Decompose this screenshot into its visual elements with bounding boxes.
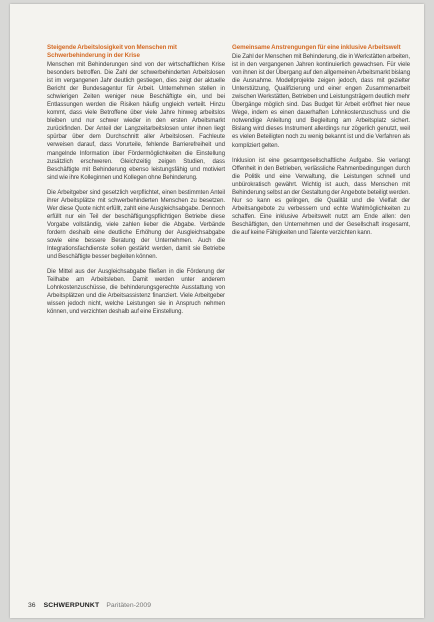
right-paragraph-1: Die Zahl der Menschen mit Behinderung, die in Werkstätten arbeiten, ist in den vergangenen Jahren kontinuierlich gewachsen. Für viele von ihnen ist der Übergang auf den allgemeinen Arbeitsmarkt bislang die Ausnahme. Modellprojekte zeigen jedoch, dass mit gezielter Unterstützung, Qualifizierung und einer engen Zusammenarbeit zwischen Werkstätten, Betrieben und Leistungsträgern deutlich mehr Übergänge möglich sind. Das Budget für Arbeit eröffnet hier neue Wege, indem es einen dauerhaften Lohnkostenzuschuss und die notwendige Anleitung und Begleitung am Arbeitsplatz sichert. Bislang wird dieses Instrument allerdings nur zögerlich genutzt, weil es vielen Beteiligten noch zu wenig bekannt ist und die Verfahren als kompliziert gelten.	[232, 54, 410, 149]
left-paragraph-1: Menschen mit Behinderungen sind von der wirtschaftlichen Krise besonders betroffen. Die Zahl der schwerbehinderten Arbeitslosen ist im vergangenen Jahr deutlich gestiegen, dies zeigt der aktuelle Bericht der Bundesagentur für Arbeit. Unternehmen stellen in schwierigen Zeiten weniger neue Beschäftigte ein, und bei Entlassungen werden die Risiken häufig ungleich verteilt. Hinzu kommt, dass viele Betroffene über viele Jahre hinweg arbeitslos bleiben und nur schwer wieder in den ersten Arbeitsmarkt zurückfinden. Der Anteil der Langzeitarbeitslosen unter ihnen liegt spürbar über dem Durchschnitt aller Arbeitslosen. Fachleute verweisen darauf, dass Vorurteile, fehlende Barrierefreiheit und mangelnde Information über Fördermöglichkeiten die Einstellung zusätzlich erschweren. Gleichzeitig zeigen Studien, dass Beschäftigte mit Behinderung ebenso leistungsfähig und motiviert sind wie ihre Kolleginnen und Kollegen ohne Behinderung.	[47, 62, 225, 181]
right-column-heading: Gemeinsame Anstrengungen für eine inklusive Arbeitswelt	[232, 44, 401, 51]
page-footer	[28, 600, 151, 612]
page-number: 36	[28, 602, 36, 609]
left-column-heading: Steigende Arbeitslosigkeit von Menschen mit Schwerbehinderung in der Krise	[47, 44, 177, 59]
left-column	[47, 44, 225, 596]
left-paragraph-2: Die Arbeitgeber sind gesetzlich verpflichtet, einen bestimmten Anteil ihrer Arbeitsplätze mit schwerbehinderten Menschen zu besetzen. Wer diese Quote nicht erfüllt, zahlt eine Ausgleichsabgabe. Dennoch erfüllt nur ein Teil der beschäftigungspflichtigen Betriebe diese Vorgabe vollständig, viele zahlen lieber die Abgabe. Verbände fordern deshalb eine deutliche Erhöhung der Ausgleichsabgabe sowie eine bessere Beratung der Unternehmen. Auch die Integrationsfachdienste sollen gestärkt werden, damit sie Betriebe und Beschäftigte besser begleiten können.	[47, 189, 225, 261]
right-paragraph-2: Inklusion ist eine gesamtgesellschaftliche Aufgabe. Sie verlangt Offenheit in den Betrieben, verlässliche Rahmenbedingungen durch die Politik und eine Verwaltung, die Leistungen schnell und unbürokratisch gewährt. Wichtig ist auch, dass Menschen mit Behinderung selbst an der Gestaltung der Angebote beteiligt werden. Nur so kann es gelingen, die Qualität und die Vielfalt der Arbeitsangebote zu verbessern und echte Wahlmöglichkeiten zu schaffen. Eine inklusive Arbeitswelt nutzt am Ende allen: den Beschäftigten, den Unternehmen und der Gesellschaft insgesamt, die auf keine Fähigkeiten und Talente verzichten kann.	[232, 157, 410, 236]
issue-label: Paritäten-2009	[106, 602, 151, 609]
left-paragraph-3: Die Mittel aus der Ausgleichsabgabe fließen in die Förderung der Teilhabe am Arbeitsleben. Damit werden unter anderem Lohnkostenzuschüsse, die behinderungsgerechte Ausstattung von Arbeitsplätzen und die Arbeitsassistenz finanziert. Viele Arbeitgeber wissen jedoch nicht, welche Leistungen sie in Anspruch nehmen können, und verzichten deshalb auf eine Einstellung.	[47, 269, 225, 316]
right-column	[232, 44, 410, 596]
magazine-page	[10, 4, 424, 618]
section-title: SCHWERPUNKT	[43, 602, 100, 609]
